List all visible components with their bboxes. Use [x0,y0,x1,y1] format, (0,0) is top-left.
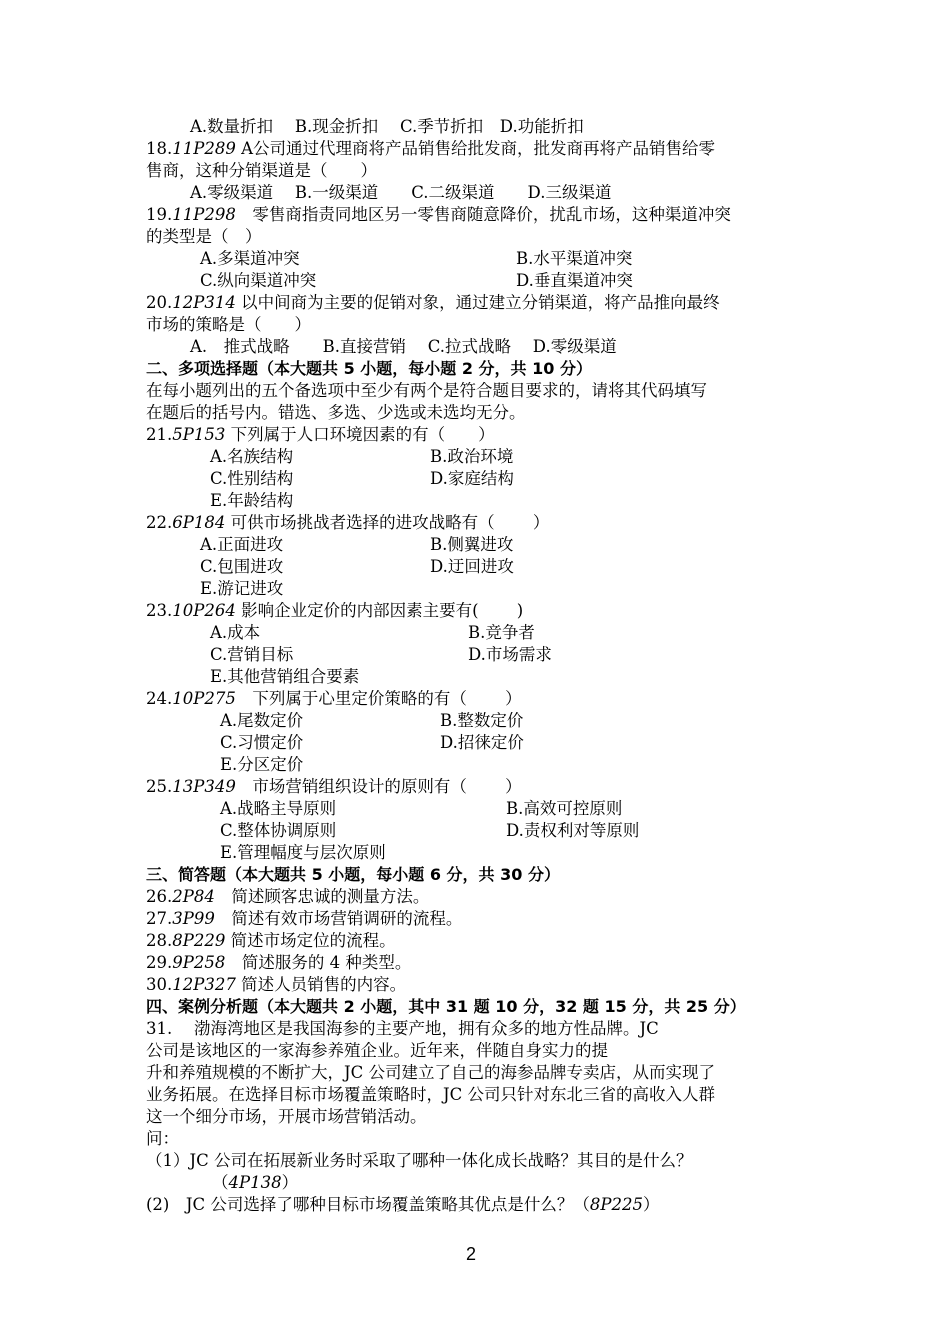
q21-option-d: D.家庭结构 [430,469,514,488]
page-reference: 9P258 [172,953,226,972]
question-24: 24.10P275 下列属于心里定价策略的有（ ） [146,689,522,708]
page-reference: 6P184 [172,513,226,532]
question-18-line2: 售商，这种分销渠道是（ ） [146,161,377,180]
q24-option-e: E.分区定价 [220,755,304,774]
case-31-line1: 31. 渤海湾地区是我国海参的主要产地，拥有众多的地方性品牌。JC [146,1019,659,1038]
question-20-line1: 20.12P314 以中间商为主要的促销对象，通过建立分销渠道，将产品推向最终 [146,293,720,312]
q23-option-b: B.竞争者 [468,623,535,642]
q22-option-b: B.侧翼进攻 [430,535,514,554]
q24-option-c: C.习惯定价 [220,733,304,752]
q21-option-a: A.名族结构 [210,447,294,466]
case-31-sub2: (2) JC 公司选择了哪种目标市场覆盖策略其优点是什么？（8P225） [146,1195,660,1214]
case-31-line5: 这一个细分市场，开展市场营销活动。 [146,1107,427,1126]
case-31-line2: 公司是该地区的一家海参养殖企业。近年来，伴随自身实力的提 [146,1041,608,1060]
q25-option-a: A.战略主导原则 [220,799,337,818]
q19-option-d: D.垂直渠道冲突 [516,271,633,290]
case-31-sub1-ref: （4P138） [212,1173,299,1192]
page-reference: 10P264 [172,601,236,620]
q19-option-b: B.水平渠道冲突 [516,249,633,268]
question-22: 22.6P184 可供市场挑战者选择的进攻战略有（ ） [146,513,550,532]
question-30: 30.12P327 简述人员销售的内容。 [146,975,407,994]
q24-option-b: B.整数定价 [440,711,524,730]
question-28: 28.8P229 简述市场定位的流程。 [146,931,396,950]
q23-option-e: E.其他营销组合要素 [210,667,360,686]
q25-option-c: C.整体协调原则 [220,821,337,840]
q22-option-a: A.正面进攻 [200,535,284,554]
question-21: 21.5P153 下列属于人口环境因素的有（ ） [146,425,495,444]
q23-option-d: D.市场需求 [468,645,552,664]
question-26: 26.2P84 简述顾客忠诚的测量方法。 [146,887,430,906]
q24-option-d: D.招徕定价 [440,733,524,752]
page-reference: 5P153 [172,425,226,444]
page-reference: 4P138 [228,1173,282,1192]
case-31-ask: 问： [146,1129,179,1148]
q24-option-a: A.尾数定价 [220,711,304,730]
q19-option-c: C.纵向渠道冲突 [200,271,317,290]
q21-option-b: B.政治环境 [430,447,514,466]
page-reference: 12P327 [172,975,236,994]
q17-options: A.数量折扣 B.现金折扣 C.季节折扣 D.功能折扣 [190,117,584,136]
question-19-line2: 的类型是（ ） [146,227,262,246]
page-reference: 10P275 [172,689,236,708]
q20-options: A. 推式战略 B.直接营销 C.拉式战略 D.零级渠道 [190,337,617,356]
q21-option-c: C.性别结构 [210,469,294,488]
q22-option-d: D.迂回进攻 [430,557,514,576]
section-2-instructions-2: 在题后的括号内。错选、多选、少选或未选均无分。 [146,403,526,422]
case-31-line3: 升和养殖规模的不断扩大，JC 公司建立了自己的海参品牌专卖店，从而实现了 [146,1063,715,1082]
q22-option-e: E.游记进攻 [200,579,284,598]
section-3-title: 三、简答题（本大题共 5 小题，每小题 6 分，共 30 分） [146,865,560,884]
page-reference: 3P99 [172,909,215,928]
question-18-line1: 18.11P289 A公司通过代理商将产品销售给批发商，批发商再将产品销售给零 [146,139,716,158]
q19-option-a: A.多渠道冲突 [200,249,300,268]
page-reference: 11P298 [172,205,236,224]
question-20-line2: 市场的策略是（ ） [146,315,311,334]
page-reference: 13P349 [172,777,236,796]
section-2-title: 二、多项选择题（本大题共 5 小题，每小题 2 分，共 10 分） [146,359,592,378]
q22-option-c: C.包围进攻 [200,557,284,576]
question-19-line1: 19.11P298 零售商指责同地区另一零售商随意降价，扰乱市场，这种渠道冲突 [146,205,731,224]
question-29: 29.9P258 简述服务的 4 种类型。 [146,953,412,972]
case-31-sub1: （1）JC 公司在拓展新业务时采取了哪种一体化成长战略？其目的是什么？ [146,1151,693,1170]
question-25: 25.13P349 市场营销组织设计的原则有（ ） [146,777,522,796]
case-31-line4: 业务拓展。在选择目标市场覆盖策略时，JC 公司只针对东北三省的高收入人群 [146,1085,715,1104]
q23-option-c: C.营销目标 [210,645,294,664]
page-reference: 12P314 [172,293,236,312]
q25-option-d: D.责权利对等原则 [506,821,640,840]
section-2-instructions-1: 在每小题列出的五个备选项中至少有两个是符合题目要求的，请将其代码填写 [146,381,707,400]
q25-option-e: E.管理幅度与层次原则 [220,843,386,862]
page-reference: 11P289 [172,139,236,158]
q21-option-e: E.年龄结构 [210,491,294,510]
page-reference: 2P84 [172,887,215,906]
section-4-title: 四、案例分析题（本大题共 2 小题，其中 31 题 10 分，32 题 15 分，共 25 分） [146,997,746,1016]
q23-option-a: A.成本 [210,623,261,642]
question-27: 27.3P99 简述有效市场营销调研的流程。 [146,909,463,928]
page-reference: 8P225 [589,1195,643,1214]
page-number: 2 [466,1244,477,1264]
q18-options: A.零级渠道 B.一级渠道 C.二级渠道 D.三级渠道 [190,183,612,202]
question-23: 23.10P264 影响企业定价的内部因素主要有( ) [146,601,524,620]
q25-option-b: B.高效可控原则 [506,799,623,818]
page-reference: 8P229 [172,931,226,950]
